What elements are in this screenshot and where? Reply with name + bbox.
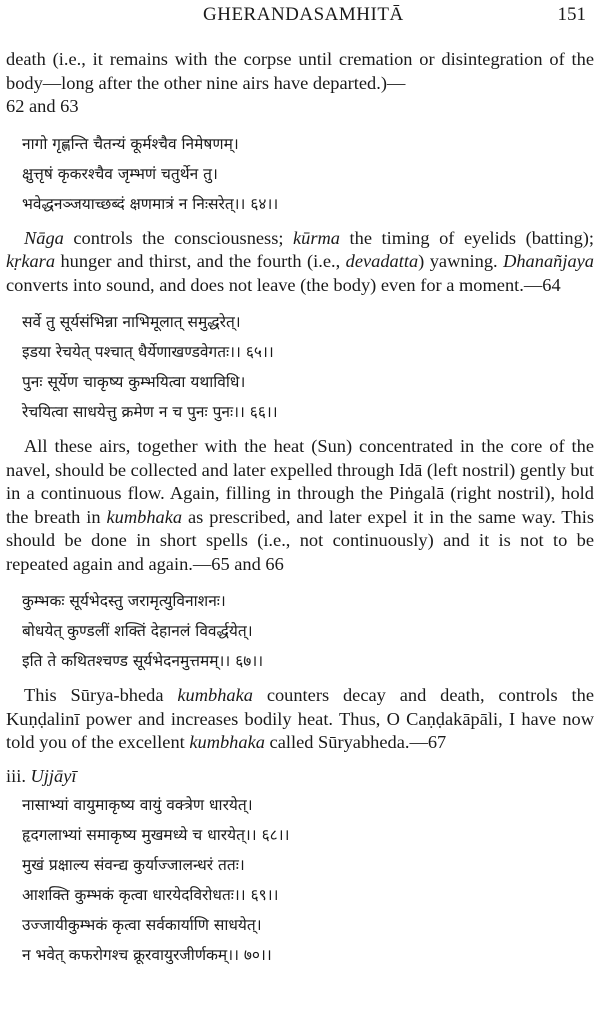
term-dhananjaya: Dhanañjaya — [503, 251, 594, 271]
verse-line: इति ते कथितश्चण्ड सूर्यभेदनमुत्तमम्।। ६७।। — [22, 652, 264, 670]
verse-line: इडया रेचयेत् पश्चात् धैर्येणाखण्डवेगतः।। ६५।। — [22, 343, 274, 361]
running-head — [0, 4, 600, 30]
verse-line: आशक्ति कुम्भकं कृत्वा धारयेदविरोधतः।। ६९।। — [22, 886, 279, 904]
section-heading-ujjayi — [6, 765, 594, 789]
sanskrit-verse-64 — [6, 129, 594, 219]
running-title: GHERANDASAMHITĀ — [203, 4, 404, 25]
text-run: controls the consciousness; — [63, 227, 294, 248]
text-run: as prescribed, and later expel it in the same way. This should be done in short spells (i.e., not continuously) and it is not to be repeated again and again.—65 and 66 — [6, 506, 595, 574]
term-kumbhaka: kumbhaka — [189, 732, 265, 752]
sanskrit-verse-65-66 — [6, 307, 594, 427]
verse-line: नासाभ्यां वायुमाकृष्य वायुं वक्त्रेण धारयेत्। — [22, 796, 253, 814]
translation-64 — [6, 227, 594, 298]
term-naga: Nāga — [24, 227, 64, 248]
verse-line: बोधयेत् कुण्डलीं शक्तिं देहानलं विवर्द्धयेत्। — [22, 622, 253, 640]
text-run: ) yawning. — [418, 251, 504, 271]
text-run: called Sūryabheda.—67 — [264, 732, 447, 752]
paragraph-text: death (i.e., it remains with the corpse until cremation or disintegration of the body—long after the other nine airs have departed.)— — [6, 49, 594, 93]
translation-67 — [6, 684, 594, 755]
term-kumbhaka: kumbhaka — [177, 685, 253, 705]
verse-line: क्षुत्तृषं कृकरश्चैव जृम्भणं चतुर्थेन तु। — [22, 164, 218, 183]
verse-line: न भवेत् कफरोगश्च क्रूरवायुरजीर्णकम्।। ७०।। — [22, 946, 272, 964]
term-kumbhaka: kumbhaka — [106, 506, 183, 527]
verse-line: हृदगलाभ्यां समाकृष्य मुखमध्ये च धारयेत्।। ६८।। — [22, 826, 290, 844]
section-title: Ujjāyī — [30, 765, 77, 786]
sanskrit-verse-67 — [6, 586, 594, 676]
text-run: All these airs, together with the heat (Sun) concentrated in the core of the navel, should be collected and later expelled through Idā (left nostril) gently but in a continuous flow. Again, filling in through the Piṅgalā (right nostril), hold the breath in — [6, 436, 594, 527]
text-run: hunger and thirst, and the fourth (i.e., — [55, 251, 346, 271]
text-run: the timing of eyelids (batting); — [340, 227, 595, 248]
verse-line: नागो गृह्णन्ति चैतन्यं कूर्मश्चैव निमेषणम्। — [22, 134, 239, 153]
verse-reference: 62 and 63 — [6, 96, 79, 116]
text-run: This Sūrya-bheda — [24, 685, 178, 705]
term-krkara: kṛkara — [6, 251, 56, 271]
paragraph-death — [6, 48, 594, 119]
verse-line: पुनः सूर्येण चाकृष्य कुम्भयित्वा यथाविधि। — [22, 373, 246, 391]
term-devadatta: devadatta — [345, 251, 419, 271]
verse-line: सर्वे तु सूर्यसंभिन्ना नाभिमूलात् समुद्धरेत्। — [22, 313, 241, 331]
text-run: converts into sound, and does not leave (the body) even for a moment.—64 — [6, 274, 561, 295]
term-kurma: kūrma — [293, 227, 341, 248]
page-body — [6, 48, 594, 978]
verse-line: भवेद्धनञ्जयाच्छब्दं क्षणमात्रं न निःसरेत्।। ६४।। — [22, 194, 279, 213]
page-number: 151 — [557, 4, 586, 25]
sanskrit-verse-68-70 — [6, 790, 594, 970]
verse-line: उज्जायीकुम्भकं कृत्वा सर्वकार्याणि साधयेत्। — [22, 916, 262, 934]
section-number: iii. — [6, 765, 31, 786]
verse-line: मुखं प्रक्षाल्य संवन्द्य कुर्याज्जालन्धरं ततः। — [22, 856, 245, 874]
verse-line: कुम्भकः सूर्यभेदस्तु जरामृत्युविनाशनः। — [22, 592, 226, 610]
translation-65-66 — [6, 435, 594, 576]
text-run: counters decay and death, controls the Kuṇḍalinī power and increases bodily heat. Thus, O Caṇḍakāpāli, I have now told you of the excellent — [6, 685, 594, 752]
verse-line: रेचयित्वा साधयेत्तु क्रमेण न च पुनः पुनः।। ६६।। — [22, 403, 278, 421]
